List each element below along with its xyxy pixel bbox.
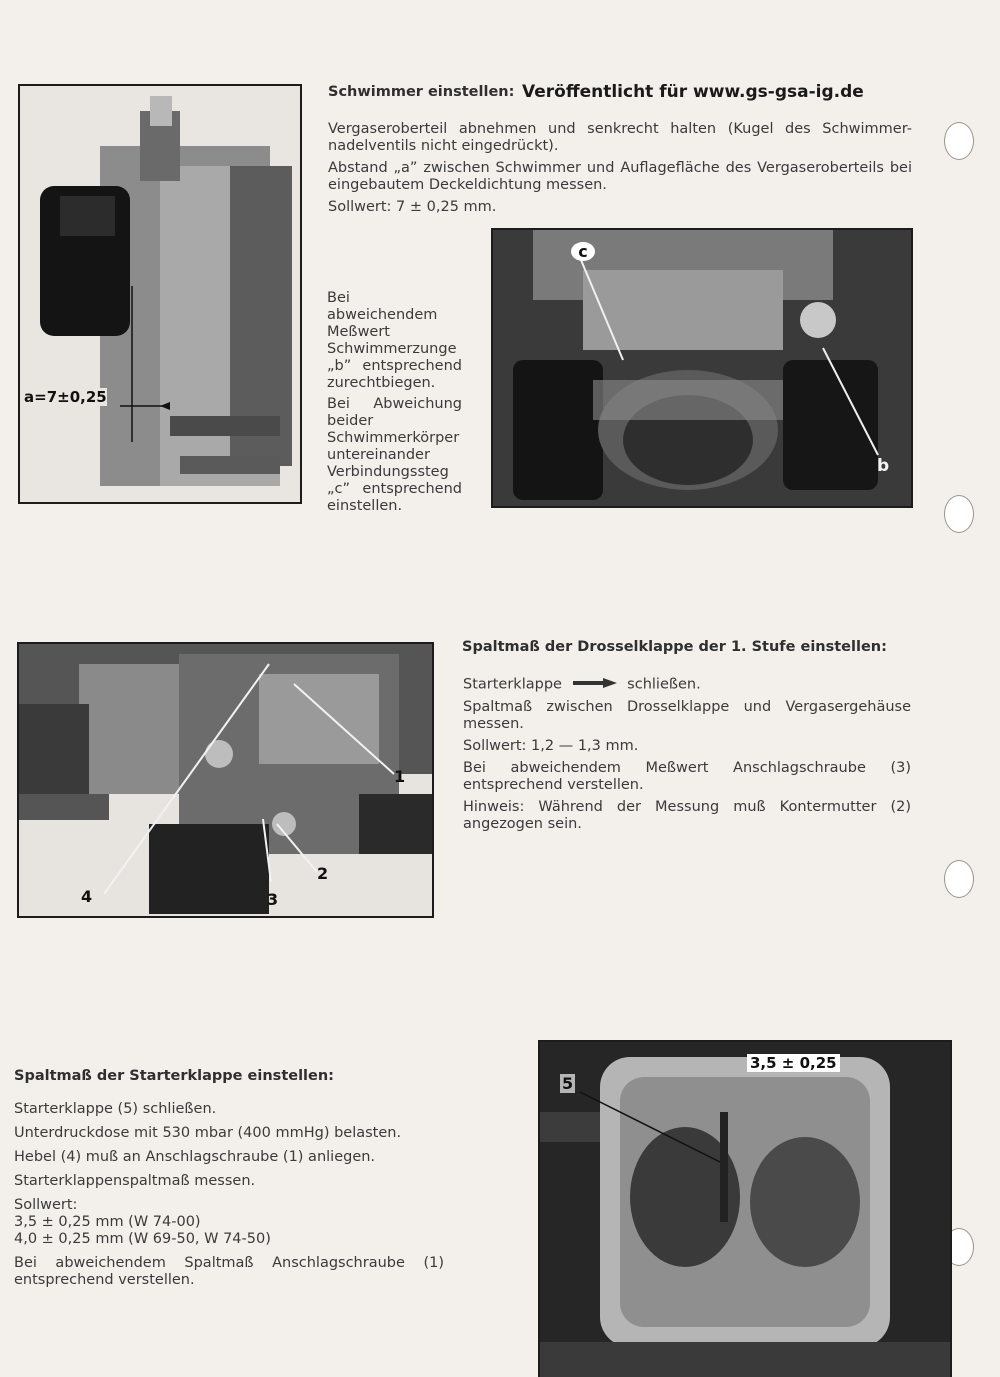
float-para-3: Sollwert: 7 ± 0,25 mm. [328, 199, 497, 215]
throttle-line-1-b: schließen. [627, 676, 701, 693]
throttle-callout-4: 4 [81, 887, 93, 906]
throttle-callout-2: 2 [317, 864, 329, 883]
choke-line-4: Starterklappenspaltmaß messen. [14, 1173, 256, 1189]
float-side-note-2: Bei Abweichung beider Schwimmerkörper untereinander Verbindungssteg „c” entsprechend einstellen. [327, 396, 462, 514]
float-para-2: Abstand „a” zwischen Schwimmer und Auflagefläche des Vergaseroberteils bei eingebautem Deckeldichtung messen. [328, 160, 912, 193]
publisher-notice: Veröffentlicht für www.gs-gsa-ig.de [522, 82, 864, 102]
section-title-float: Schwimmer einstellen: [328, 84, 515, 100]
throttle-linkage-photo [17, 642, 434, 918]
throttle-line-1-a: Starterklappe [463, 676, 562, 693]
choke-gap-illustration [540, 1042, 950, 1377]
choke-line-3: Hebel (4) muß an Anschlagschraube (1) anliegen. [14, 1149, 376, 1165]
throttle-callout-3: 3 [267, 890, 279, 909]
choke-line-5: Sollwert: [14, 1197, 78, 1213]
punch-hole-1 [944, 122, 974, 160]
callout-b: b [877, 456, 890, 476]
choke-line-2: Unterdruckdose mit 530 mbar (400 mmHg) belasten. [14, 1125, 402, 1141]
float-level-photo [18, 84, 302, 504]
throttle-line-1 [463, 676, 911, 694]
choke-line-8: Bei abweichendem Spaltmaß Anschlagschraube (1) entsprechend verstellen. [14, 1255, 444, 1288]
float-level-illustration [20, 86, 300, 502]
throttle-callout-1: 1 [394, 767, 406, 786]
choke-line-6: 3,5 ± 0,25 mm (W 74-00) [14, 1214, 201, 1230]
arrow-right-icon [573, 676, 617, 693]
section-title-throttle: Spaltmaß der Drosselklappe der 1. Stufe einstellen: [462, 639, 887, 655]
throttle-para-4: Bei abweichendem Meßwert Anschlagschraube (3) entsprechend verstellen. [463, 759, 911, 793]
throttle-para-5: Hinweis: Während der Messung muß Kontermutter (2) angezogen sein. [463, 798, 911, 832]
section-title-choke: Spaltmaß der Starterklappe einstellen: [14, 1068, 334, 1084]
float-tongue-photo [491, 228, 913, 508]
punch-hole-2 [944, 495, 974, 533]
float-para-1: Vergaseroberteil abnehmen und senkrecht halten (Kugel des Schwimmer-nadelventils nicht eingedrückt). [328, 121, 912, 154]
float-tongue-illustration [493, 230, 911, 506]
throttle-para-2: Spaltmaß zwischen Drosselklappe und Vergasergehäuse messen. [463, 698, 911, 732]
choke-line-7: 4,0 ± 0,25 mm (W 69-50, W 74-50) [14, 1231, 271, 1247]
dimension-label-a: a=7±0,25 [24, 388, 107, 406]
callout-c: c [571, 242, 595, 261]
punch-hole-3 [944, 860, 974, 898]
choke-callout-5: 5 [562, 1074, 574, 1093]
choke-gap-photo [538, 1040, 952, 1377]
throttle-linkage-illustration [19, 644, 432, 916]
choke-dimension-label: 3,5 ± 0,25 [747, 1054, 840, 1072]
throttle-para-3: Sollwert: 1,2 — 1,3 mm. [463, 737, 639, 754]
float-side-note-1: Bei abweichendem Meßwert Schwimmerzunge „b” entsprechend zurechtbiegen. [327, 290, 462, 391]
choke-line-1: Starterklappe (5) schließen. [14, 1101, 217, 1117]
